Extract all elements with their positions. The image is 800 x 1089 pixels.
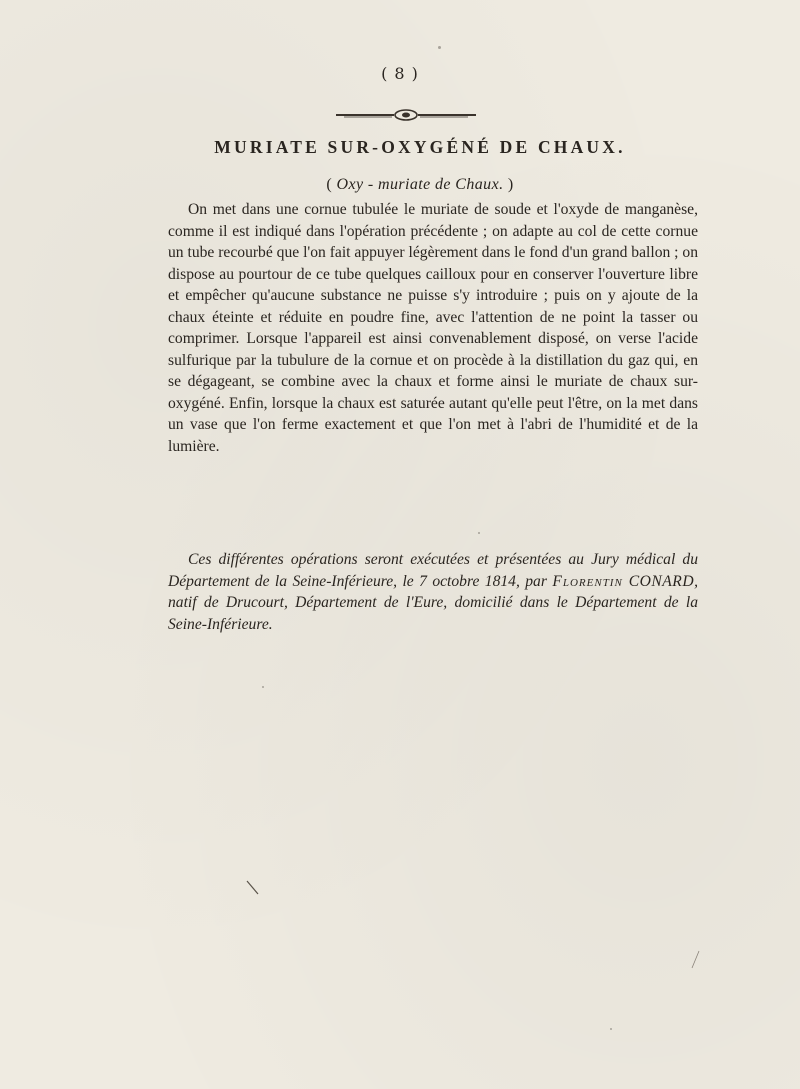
paper-mark xyxy=(246,880,260,896)
paper-speck xyxy=(438,46,441,49)
author-first-name: Florentin xyxy=(552,572,623,590)
paper-mark xyxy=(690,950,700,970)
page-title: MURIATE SUR-OXYGÉNÉ DE CHAUX. xyxy=(214,137,626,157)
paper-speck xyxy=(262,686,264,688)
page-number: ( 8 ) xyxy=(381,64,419,83)
closing-paragraph xyxy=(168,549,698,635)
body-text xyxy=(168,199,698,457)
ornament-divider xyxy=(336,108,476,122)
closing-part1: Ces différentes opérations seront exécutées et présentées au Jury médical du Département de la Seine-Inférieure, le 7 octobre 1814, par xyxy=(168,551,698,590)
closing-statement xyxy=(168,549,698,635)
subtitle-italic: Oxy - muriate de Chaux. xyxy=(336,176,504,193)
closing-part2: , natif de Drucourt, Département de l'Eure, domicilié dans le Département de la Seine-Inférieure. xyxy=(168,572,698,633)
page-subtitle xyxy=(0,176,800,194)
author-last-name: CONARD xyxy=(622,572,695,590)
subtitle-open: ( xyxy=(326,176,337,193)
subtitle-close: ) xyxy=(503,176,514,193)
paper-speck xyxy=(610,1028,612,1030)
paragraph: On met dans une cornue tubulée le muriate de soude et l'oxyde de manganèse, comme il est indiqué dans l'opération précédente ; on adapte au col de cette cornue un tube recourbé que l'on fait appuyer légèrement dans le fond d'un grand ballon ; on dispose au pourtour de ce tube quelques cailloux pour en conserver l'ouverture libre et empêcher qu'aucune substance ne puisse s'y introduire ; puis on y ajoute de la chaux éteinte et réduite en poudre fine, avec l'attention de ne point la tasser ou comprimer. Lorsque l'appareil est ainsi convenablement disposé, on verse l'acide sulfurique par la tubulure de la cornue et on procède à la distillation du gaz qui, en se dégageant, se combine avec la chaux et forme ainsi le muriate de chaux sur-oxygéné. Enfin, lorsque la chaux est saturée autant qu'elle peut l'être, on la met dans un vase que l'on ferme exactement et que l'on met à l'abri de l'humidité et de la lumière. xyxy=(168,201,699,455)
paper-speck xyxy=(478,532,480,534)
